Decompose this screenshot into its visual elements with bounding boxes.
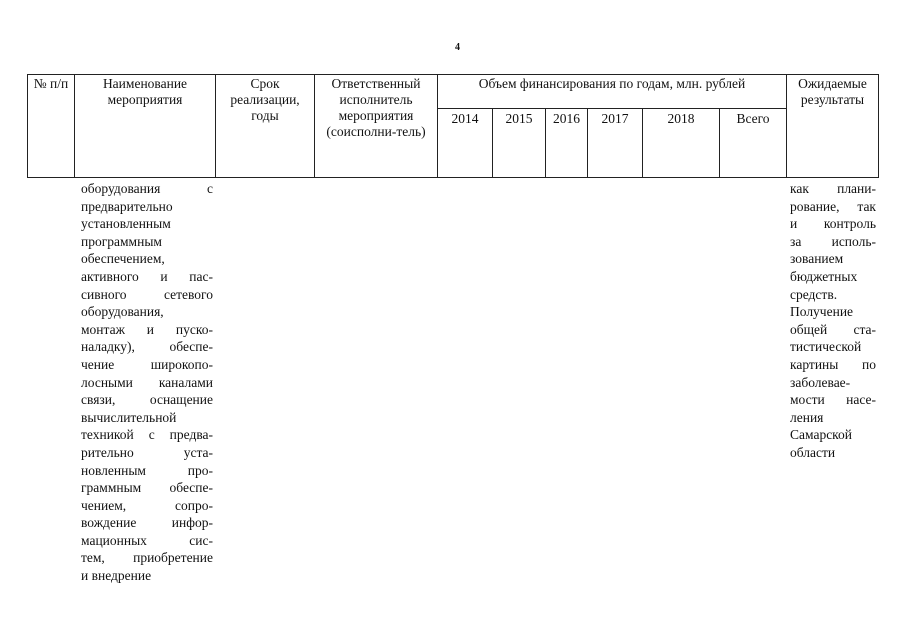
text-line: бюджетных [790,268,858,284]
text-line: граммным обеспе- [81,480,213,496]
border-num-name [74,74,75,178]
text-line: заболевае- [790,374,851,390]
text-line: рительно уста- [81,444,213,460]
text-line: и внедрение [81,568,152,584]
text-line: Самарской [790,427,853,443]
border-funding-results [786,74,787,178]
text-line: сивного сетевого [81,286,213,302]
text-line: установленным [81,216,171,232]
header-name: Наименование мероприятия [102,76,188,107]
text-line: Получение [790,304,854,320]
header-executor: Ответственный исполнитель мероприятия (соисполни-тель) [326,76,426,139]
text-line: за исполь- [790,233,876,249]
text-line: мости насе- [790,392,876,408]
text-line: активного и пас- [81,268,213,284]
text-line: тистической [790,339,862,355]
activity-name-text [81,180,213,585]
text-line: средств. [790,286,838,302]
text-line: новленным про- [81,462,213,478]
text-line: монтаж и пуско- [81,321,213,337]
header-term: Срок реализации, годы [230,76,300,123]
text-line: чение широкопо- [81,356,213,372]
years-row-divider [437,108,786,109]
text-line: обеспечением, [81,251,165,267]
text-line: наладку), обеспе- [81,339,213,355]
text-line: области [790,444,836,460]
text-line: техникой с предва- [81,427,213,443]
header-results: Ожидаемые результаты [798,76,867,107]
text-line: лосными каналами [81,374,213,390]
text-line: зованием [790,251,844,267]
text-line: оборудования, [81,304,164,320]
text-line: программным [81,233,162,249]
border-term-executor [314,74,315,178]
year-2014: 2014 [451,111,479,126]
text-line: как плани- [790,181,876,196]
expected-results-text [790,180,876,462]
text-line: чением, сопро- [81,497,213,513]
text-line: тем, приобретение [81,550,213,566]
year-2015: 2015 [505,111,533,126]
text-line: предварительно [81,198,173,214]
text-line: мационных сис- [81,532,213,548]
text-line: рование, так [790,198,876,214]
text-line: и контроль [790,216,876,232]
border-right [878,74,879,178]
page-number: 4 [455,42,460,53]
text-line: оборудования с [81,181,213,196]
year-2017: 2017 [601,111,629,126]
table-top-border [27,74,878,75]
year-2016: 2016 [553,111,580,126]
year-2018: 2018 [667,111,695,126]
text-line: вождение инфор- [81,515,213,531]
table-header-bottom-border [27,177,878,178]
text-line: вычислительной [81,409,177,425]
border-left [27,74,28,178]
header-funding: Объем финансирования по годам, млн. рублей [478,76,746,91]
text-line: картины по [790,356,876,372]
year-total: Всего [736,111,770,126]
text-line: ления [790,409,824,425]
header-num: № п/п [33,76,69,91]
text-line: общей ста- [790,321,876,337]
text-line: связи, оснащение [81,392,213,408]
border-name-term [215,74,216,178]
